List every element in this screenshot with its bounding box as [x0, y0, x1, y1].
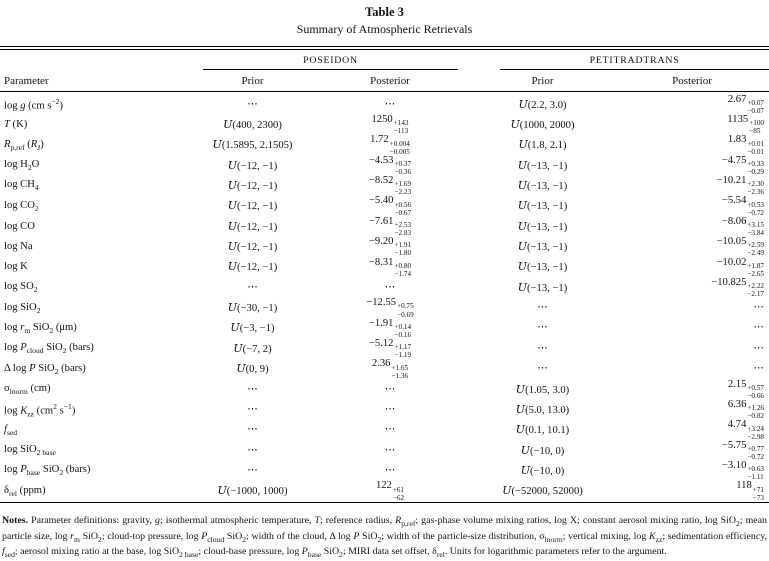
- poseidon-posterior-cell: −7.61 +2.53 −2.83: [368, 215, 412, 238]
- parameter-cell: log CO: [4, 220, 35, 232]
- poseidon-posterior-cell: ⋯: [384, 98, 396, 110]
- table-row: [0, 237, 769, 257]
- uniform-dist-symbol: U: [236, 362, 246, 376]
- uncertainty-stack: +3.24 −2.98: [747, 424, 765, 441]
- uniform-dist-symbol: U: [227, 240, 238, 254]
- poseidon-prior-cell: ⋯: [247, 281, 258, 293]
- poseidon-posterior-cell: −4.53 +0.37 −0.36: [368, 154, 412, 176]
- poseidon-posterior-cell: ⋯: [384, 444, 396, 456]
- column-header-poseidon-posterior: Posterior: [310, 70, 470, 92]
- table-caption: [0, 5, 769, 37]
- uniform-dist-symbol: U: [515, 382, 526, 396]
- uncertainty-stack: +0.004 −0.005: [389, 139, 410, 156]
- prt-prior-cell: ⋯: [537, 342, 548, 354]
- uniform-dist-symbol: U: [227, 301, 238, 315]
- table-row: [0, 461, 769, 481]
- prt-prior-cell: U(−10, 0): [520, 443, 565, 457]
- prt-posterior-cell: 4.74 +3.24 −2.98: [727, 419, 765, 441]
- poseidon-prior-cell: U(−12, −1): [227, 219, 278, 233]
- parameter-cell: $\sigma_{lnorm}$ (cm): [4, 382, 51, 397]
- poseidon-prior-cell: U(−12, −1): [227, 158, 278, 172]
- poseidon-prior-cell: ⋯: [247, 403, 258, 415]
- poseidon-posterior-cell: −1.91 +0.14 −0.16: [368, 317, 412, 339]
- uncertainty-stack: +0.77 −0.72: [747, 444, 765, 462]
- poseidon-prior-cell: U(−12, −1): [227, 178, 278, 192]
- column-header-row: [0, 70, 769, 92]
- parameter-cell: $\log SO_2$: [4, 281, 38, 295]
- uniform-dist-symbol: U: [227, 178, 238, 192]
- uncertainty-stack: +1.65 −1.36: [391, 363, 409, 380]
- table-body: [0, 91, 769, 502]
- poseidon-prior-cell: U(−30, −1): [227, 301, 278, 315]
- uncertainty-stack: +0.07 −0.07: [747, 98, 765, 115]
- parameter-cell: T (K): [4, 118, 28, 130]
- uniform-dist-symbol: U: [233, 341, 243, 355]
- poseidon-posterior-cell: ⋯: [384, 464, 396, 476]
- table-row: [0, 481, 769, 502]
- uncertainty-stack: +0.37 −0.36: [394, 159, 412, 176]
- column-header-parameter: Parameter: [0, 70, 195, 92]
- table-row: [0, 115, 769, 135]
- table-title: Summary of Atmospheric Retrievals: [296, 21, 473, 36]
- prt-prior-cell: U(1000, 2000): [510, 117, 575, 131]
- prt-posterior-cell: −10.21 +2.30 −2.36: [716, 175, 765, 197]
- prt-posterior-cell: −3.10 +0.63 −1.11: [721, 460, 765, 482]
- uncertainty-stack: +2.53 −2.83: [394, 221, 412, 238]
- poseidon-prior-cell: U(−3, −1): [230, 321, 275, 335]
- prt-posterior-cell: 1135 +100 −85: [727, 113, 765, 136]
- petitradtrans-label: PETITRADTRANS: [500, 55, 769, 70]
- poseidon-posterior-cell: 2.36 +1.65 −1.36: [371, 358, 409, 380]
- prt-posterior-cell: −5.54 +0.53 −0.72: [721, 195, 765, 217]
- retrievals-table: [0, 50, 769, 503]
- prt-prior-cell: U(−13, −1): [517, 280, 568, 294]
- table-row: [0, 420, 769, 440]
- prt-prior-cell: U(−13, −1): [517, 178, 568, 192]
- uncertainty-stack: +0.53 −0.72: [747, 200, 765, 217]
- parameter-cell: $\log P_{cloud}$ SiO$_2$ (bars): [4, 342, 94, 356]
- uncertainty-stack: +0.63 −1.11: [747, 465, 765, 482]
- uncertainty-stack: +1.87 −2.65: [747, 261, 765, 278]
- parameter-cell: log g (cm $s^{-2}$): [4, 96, 63, 112]
- table-row: [0, 258, 769, 278]
- uncertainty-stack: +0.75 −0.69: [397, 302, 414, 319]
- prt-posterior-cell: ⋯: [753, 322, 765, 334]
- table-number: Table 3: [365, 5, 404, 19]
- poseidon-posterior-cell: −5.12 +1.17 −1.19: [368, 337, 412, 360]
- prt-posterior-cell: −10.02 +1.87 −2.65: [716, 256, 765, 278]
- group-header-poseidon: [195, 50, 470, 70]
- parameter-cell: Δ log P SiO$_2$ (bars): [4, 362, 86, 376]
- prt-prior-cell: U(2.2, 3.0): [518, 97, 567, 111]
- uncertainty-stack: +71 −73: [752, 485, 765, 502]
- prt-posterior-cell: 2.67 +0.07 −0.07: [727, 93, 765, 115]
- parameter-cell: log Na: [4, 241, 33, 253]
- parameter-cell: log K: [4, 261, 28, 273]
- poseidon-label: POSEIDON: [203, 55, 458, 70]
- prt-posterior-cell: ⋯: [753, 363, 765, 375]
- poseidon-prior-cell: ⋯: [247, 98, 258, 110]
- uniform-dist-symbol: U: [227, 260, 238, 274]
- poseidon-prior-cell: ⋯: [247, 444, 258, 456]
- prt-posterior-cell: 118 +71 −73: [736, 480, 765, 502]
- prt-prior-cell: U(1.05, 3.0): [515, 382, 570, 396]
- uncertainty-stack: +0.80 −1.74: [394, 261, 412, 278]
- table-row: [0, 339, 769, 359]
- uncertainty-stack: +1.17 −1.19: [394, 343, 412, 360]
- poseidon-posterior-cell: −8.52 +1.69 −2.23: [368, 175, 412, 197]
- uniform-dist-symbol: U: [227, 219, 238, 233]
- column-header-poseidon-prior: Prior: [195, 70, 310, 92]
- uniform-dist-symbol: U: [520, 443, 531, 457]
- table-row: [0, 380, 769, 400]
- uniform-dist-symbol: U: [227, 199, 238, 213]
- poseidon-posterior-cell: −8.31 +0.80 −1.74: [368, 256, 412, 278]
- uncertainty-stack: +0.57 −0.66: [747, 383, 765, 400]
- uncertainty-stack: +143 −113: [393, 119, 409, 136]
- parameter-cell: $\delta_{rel}$ (ppm): [4, 484, 46, 498]
- poseidon-posterior-cell: ⋯: [384, 281, 396, 293]
- poseidon-prior-cell: U(−1000, 1000): [217, 484, 288, 498]
- parameter-cell: $\log r_m$ SiO$_2$ (μm): [4, 321, 77, 336]
- uncertainty-stack: +0.33 −0.29: [747, 159, 765, 176]
- prt-prior-cell: U(5.0, 13.0): [515, 402, 570, 416]
- poseidon-prior-cell: U(0, 9): [236, 362, 269, 376]
- parameter-cell: $\log H_2O$: [4, 159, 40, 173]
- uncertainty-stack: +0.14 −0.16: [394, 322, 412, 339]
- prt-prior-cell: U(−13, −1): [517, 199, 568, 213]
- group-header-row: [0, 50, 769, 70]
- prt-posterior-cell: −8.06 +3.15 −3.84: [721, 215, 765, 238]
- parameter-cell: log SiO$_2$: [4, 301, 41, 315]
- table-row: [0, 400, 769, 420]
- uncertainty-stack: +2.22 −2.17: [747, 282, 765, 299]
- poseidon-posterior-cell: ⋯: [384, 383, 396, 395]
- parameter-cell: $f_{sed}$: [4, 423, 18, 437]
- uniform-dist-symbol: U: [515, 423, 526, 437]
- uniform-dist-symbol: U: [230, 321, 240, 335]
- prt-prior-cell: U(0.1, 10.1): [515, 423, 570, 437]
- poseidon-posterior-cell: −9.20 +1.91 −1.80: [368, 236, 412, 258]
- uncertainty-stack: +2.59 −2.49: [747, 241, 765, 258]
- parameter-cell: $\log CO_2$: [4, 199, 39, 213]
- uniform-dist-symbol: U: [518, 97, 528, 111]
- prt-posterior-cell: ⋯: [753, 342, 765, 354]
- prt-prior-cell: ⋯: [537, 322, 548, 334]
- uncertainty-stack: +1.26 −0.82: [747, 404, 765, 421]
- table-row: [0, 359, 769, 379]
- prt-prior-cell: U(−52000, 52000): [502, 484, 583, 498]
- poseidon-posterior-cell: −12.55 +0.75 −0.69: [366, 297, 414, 319]
- table-row: [0, 278, 769, 298]
- uncertainty-stack: +61 −62: [392, 485, 405, 502]
- parameter-cell: $R_{p,ref}$ $(R_J)$: [4, 138, 44, 152]
- poseidon-posterior-cell: ⋯: [384, 403, 396, 415]
- prt-prior-cell: U(−13, −1): [517, 240, 568, 254]
- prt-prior-cell: U(−13, −1): [517, 260, 568, 274]
- uniform-dist-symbol: U: [520, 463, 531, 477]
- prt-prior-cell: U(1.8, 2.1): [518, 138, 567, 152]
- poseidon-prior-cell: U(400, 2300): [223, 117, 282, 131]
- column-header-prt-prior: Prior: [470, 70, 615, 92]
- poseidon-posterior-cell: 1.72 +0.004 −0.005: [370, 134, 410, 156]
- table-row: [0, 135, 769, 155]
- uniform-dist-symbol: U: [517, 260, 528, 274]
- prt-posterior-cell: −5.75 +0.77 −0.72: [721, 439, 765, 462]
- parameter-cell: $\log P_{base}$ SiO$_2$ (bars): [4, 464, 91, 478]
- parameter-cell: log SiO$_{2 base}$: [4, 444, 56, 458]
- uniform-dist-symbol: U: [510, 117, 520, 131]
- table-row: [0, 298, 769, 318]
- uniform-dist-symbol: U: [217, 484, 227, 498]
- poseidon-posterior-cell: −5.40 +0.56 −0.67: [368, 195, 412, 217]
- parameter-cell: $\log K_{zz}$ ($cm^2$ $s^{-1}$): [4, 401, 76, 419]
- table-row: [0, 441, 769, 461]
- uncertainty-stack: +1.69 −2.23: [394, 180, 412, 197]
- prt-posterior-cell: 6.36 +1.26 −0.82: [727, 399, 765, 421]
- parameter-cell: $\log CH_4$: [4, 179, 39, 193]
- prt-prior-cell: ⋯: [537, 363, 548, 375]
- table-row: [0, 156, 769, 176]
- poseidon-prior-cell: U(−12, −1): [227, 199, 278, 213]
- uniform-dist-symbol: U: [517, 178, 528, 192]
- prt-prior-cell: U(−13, −1): [517, 158, 568, 172]
- poseidon-prior-cell: ⋯: [247, 424, 258, 436]
- uniform-dist-symbol: U: [517, 280, 528, 294]
- prt-posterior-cell: −10.05 +2.59 −2.49: [716, 236, 765, 258]
- poseidon-prior-cell: ⋯: [247, 464, 258, 476]
- group-header-petitradtrans: [470, 50, 769, 70]
- uncertainty-stack: +3.15 −3.84: [747, 221, 765, 238]
- poseidon-prior-cell: U(−12, −1): [227, 240, 278, 254]
- poseidon-prior-cell: U(−12, −1): [227, 260, 278, 274]
- prt-prior-cell: ⋯: [537, 302, 548, 314]
- poseidon-posterior-cell: 1250 +143 −113: [371, 113, 409, 136]
- table-row: [0, 217, 769, 237]
- poseidon-posterior-cell: ⋯: [384, 424, 396, 436]
- uniform-dist-symbol: U: [502, 484, 512, 498]
- prt-posterior-cell: 2.15 +0.57 −0.66: [727, 378, 765, 400]
- uniform-dist-symbol: U: [517, 219, 528, 233]
- uniform-dist-symbol: U: [517, 240, 528, 254]
- uniform-dist-symbol: U: [517, 199, 528, 213]
- poseidon-prior-cell: U(−7, 2): [233, 341, 272, 355]
- column-header-prt-posterior: Posterior: [615, 70, 769, 92]
- uncertainty-stack: +1.91 −1.80: [394, 241, 412, 258]
- prt-posterior-cell: −10.825 +2.22 −2.17: [711, 276, 765, 299]
- uniform-dist-symbol: U: [223, 117, 233, 131]
- uniform-dist-symbol: U: [227, 158, 238, 172]
- uncertainty-stack: +2.30 −2.36: [747, 180, 765, 197]
- table-row: [0, 176, 769, 196]
- poseidon-prior-cell: U(1.5895, 2.1505): [212, 138, 293, 152]
- prt-posterior-cell: −4.75 +0.33 −0.29: [721, 154, 765, 176]
- uncertainty-stack: +0.56 −0.67: [394, 200, 412, 217]
- uniform-dist-symbol: U: [212, 138, 222, 152]
- uniform-dist-symbol: U: [515, 402, 526, 416]
- uncertainty-stack: +0.01 −0.01: [747, 139, 765, 156]
- table-row: [0, 91, 769, 115]
- poseidon-posterior-cell: 122 +61 −62: [375, 480, 405, 502]
- group-header-spacer: [0, 50, 195, 70]
- uncertainty-stack: +100 −85: [749, 119, 765, 136]
- table-notes: Notes. Parameter definitions: gravity, g; isothermal atmospheric temperature, T; reference radius, $R_{p,ref}$; gas-phase volume mixing ratios, log X; constant aerosol mixing ratio, log SiO$_2$; mean particle size, $\log r_m$ SiO$_2$; cloud-top pressure, $\log P_{cloud}$ SiO$_2$; width of the cloud, Δ log P SiO$_2$; width of the particle-size distribution, $\sigma_{lnorm}$; vertical mixing, $\log K_{zz}$; sedimentation efficiency, $f_{sed}$; aerosol mixing ratio at the base, log SiO$_{2 base}$; cloud-base pressure, $\log P_{base}$ SiO$_2$; MIRI data set offset, $\delta_{rel}$. Units for logarithmic parameters refer to the argument.: [2, 514, 767, 560]
- table-row: [0, 319, 769, 339]
- uniform-dist-symbol: U: [517, 158, 528, 172]
- prt-prior-cell: U(−10, 0): [520, 463, 565, 477]
- poseidon-prior-cell: ⋯: [247, 383, 258, 395]
- prt-prior-cell: U(−13, −1): [517, 219, 568, 233]
- prt-posterior-cell: ⋯: [753, 302, 765, 314]
- table-row: [0, 196, 769, 216]
- uniform-dist-symbol: U: [518, 138, 528, 152]
- prt-posterior-cell: 1.83 +0.01 −0.01: [727, 134, 765, 156]
